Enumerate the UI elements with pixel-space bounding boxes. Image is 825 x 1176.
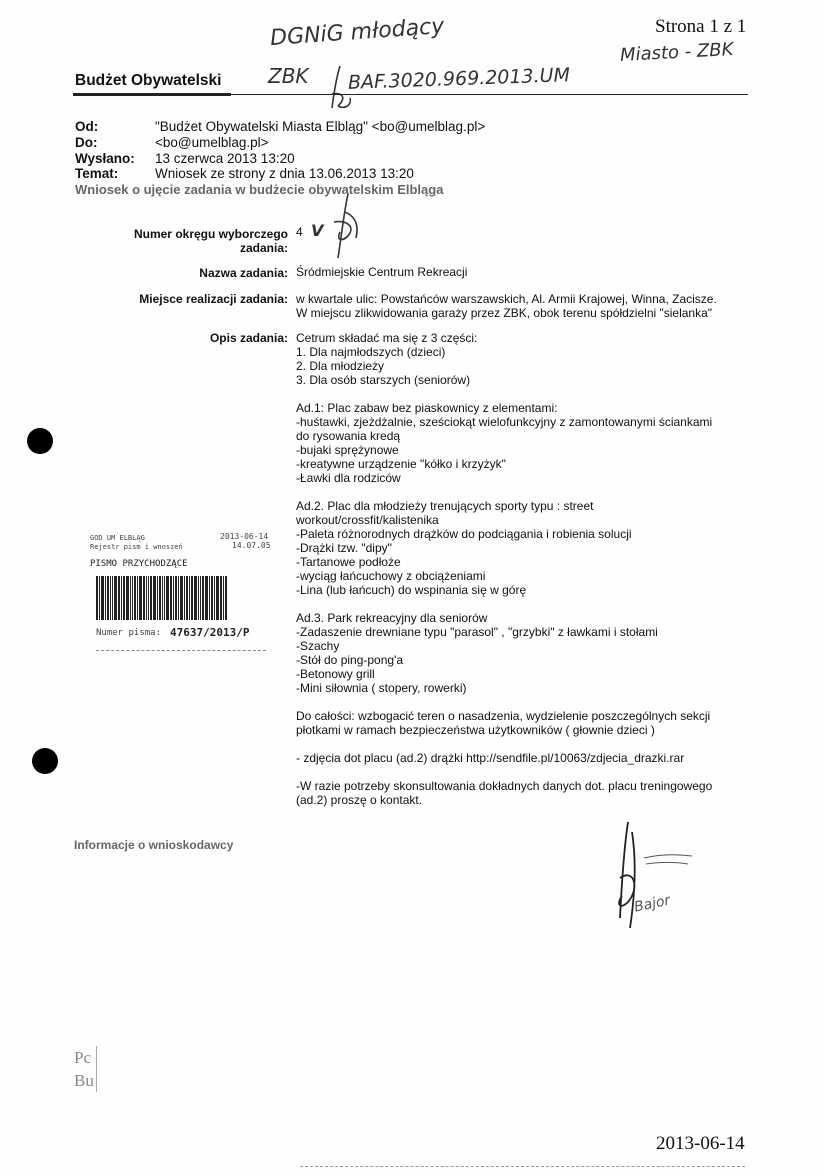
description-line: - zdjęcia dot placu (ad.2) drążki http://sendfile.pl/10063/zdjecia_drazki.rar <box>296 751 685 765</box>
signature <box>600 818 710 938</box>
stamp-number-label: Numer pisma: <box>96 628 162 638</box>
stamp-dashes <box>96 650 266 651</box>
description-line: -Szachy <box>296 639 340 653</box>
description-line: -Paleta różnorodnych drążków do podciągania i robienia solucji <box>296 527 632 541</box>
description-line: -Tartanowe podłoże <box>296 555 401 569</box>
handwritten-ref-number: BAF.3020.969.2013.UM <box>347 64 571 94</box>
footer-bottom-line <box>300 1166 745 1167</box>
location-line: W miejscu zlikwidowania garaży przez ZBK, obok terenu spółdzielni "sielanka" <box>296 306 713 320</box>
from-label: Od: <box>75 119 99 134</box>
handwritten-ref-prefix: ZBK <box>268 64 309 88</box>
description-line: (ad.2) proszę o kontakt. <box>296 793 423 807</box>
applicant-heading: Informacje o wnioskodawcy <box>74 838 234 852</box>
description-label: Opis zadania: <box>209 331 288 345</box>
handwritten-note-top: DGNiG młodący <box>269 13 446 52</box>
description-line: -Mini siłownia ( stopery, rowerki) <box>296 681 467 695</box>
description-line: -W razie potrzeby skonsultowania dokładnych danych dot. placu treningowego <box>296 779 713 793</box>
punch-hole-top <box>27 428 53 454</box>
description-line: workout/crossfit/kalistenika <box>296 513 439 527</box>
description-line: Ad.3. Park rekreacyjny dla seniorów <box>296 611 488 625</box>
description-line: 1. Dla najmłodszych (dzieci) <box>296 345 446 359</box>
form-heading: Wniosek o ujęcie zadania w budżecie obywatelskim Elbląga <box>75 182 444 197</box>
header-divider <box>73 94 748 95</box>
to-value: <bo@umelblag.pl> <box>155 135 269 150</box>
description-line: -Zadaszenie drewniane typu "parasol" , "grzybki" z ławkami i stołami <box>296 625 658 639</box>
description-line: -Lina (lub łańcuch) do wspinania się w górę <box>296 583 527 597</box>
location-line: w kwartale ulic: Powstańców warszawskich, Al. Armii Krajowej, Winna, Zacisze. <box>296 292 717 306</box>
handwritten-note-right: Miasto - ZBK <box>619 39 734 66</box>
task-name-value: Śródmiejskie Centrum Rekreacji <box>296 265 468 279</box>
registry-stamp <box>88 528 278 658</box>
description-line: -Drążki tzw. "dipy" <box>296 541 392 555</box>
description-line: 3. Dla osób starszych (seniorów) <box>296 373 471 387</box>
description-line: Do całości: wzbogacić teren o nasadzenia, wydzielenie poszczególnych sekcji <box>296 709 711 723</box>
description-line: -huśtawki, zjeżdżalnie, sześciokąt wielofunkcyjny z zamontowanymi ściankami <box>296 415 713 429</box>
initials-mark <box>326 64 356 114</box>
district-checkmark: V <box>311 221 324 240</box>
description-line: -wyciąg łańcuchowy z obciążeniami <box>296 569 486 583</box>
stamp-time: 14.07.05 <box>232 541 271 550</box>
stamp-date: 2013-06-14 <box>220 532 269 541</box>
task-name-label: Nazwa zadania: <box>199 266 288 280</box>
district-label-line2: zadania: <box>239 241 288 255</box>
punch-hole-bottom <box>32 748 58 774</box>
subject-label: Temat: <box>75 166 119 181</box>
description-line: do rysowania kredą <box>296 429 401 443</box>
description-line: -kreatywne urządzenie "kółko i krzyżyk" <box>296 457 506 471</box>
location-label: Miejsce realizacji zadania: <box>139 292 288 306</box>
description-line: Ad.2. Plac dla młodzieży trenujących sporty typu : street <box>296 499 594 513</box>
description-line: -Betonowy grill <box>296 667 375 681</box>
description-line: Cetrum składać ma się z 3 części: <box>296 331 478 345</box>
description-line: Ad.1: Plac zabaw bez piaskownicy z elementami: <box>296 401 558 415</box>
description-line: 2. Dla młodzieży <box>296 359 385 373</box>
district-value: 4 <box>296 225 303 239</box>
footer-cut-text-2: Bu <box>74 1071 94 1090</box>
description-line: -Ławki dla rodziców <box>296 471 401 485</box>
signature-scribble-top <box>326 192 366 262</box>
sent-value: 13 czerwca 2013 13:20 <box>155 151 295 166</box>
page-title: Budżet Obywatelski <box>75 72 222 89</box>
from-value: "Budżet Obywatelski Miasta Elbląg" <bo@umelblag.pl> <box>155 119 486 134</box>
stamp-type: PISMO PRZYCHODZĄCE <box>90 559 188 569</box>
page-number: Strona 1 z 1 <box>655 16 747 37</box>
stamp-office: GOD UM ELBLĄG <box>90 534 145 542</box>
to-label: Do: <box>75 135 98 150</box>
subject-value: Wniosek ze strony z dnia 13.06.2013 13:20 <box>155 166 414 181</box>
footer-cut-text-1: Pc <box>74 1048 91 1067</box>
barcode <box>96 576 266 620</box>
district-label-line1: Numer okręgu wyborczego <box>133 227 288 241</box>
description-line: -bujaki sprężynowe <box>296 443 399 457</box>
description-line: -Stół do ping-pong'a <box>296 653 404 667</box>
stamp-number-value: 47637/2013/P <box>170 626 250 639</box>
description-line: płotkami w ramach bezpieczeństwa użytkowników ( głownie dzieci ) <box>296 723 655 737</box>
sent-label: Wysłano: <box>75 151 135 166</box>
stamp-register: Rejestr pism i wnoszeń <box>90 543 183 551</box>
footer-date: 2013-06-14 <box>656 1133 745 1154</box>
footer-edge-line <box>96 1046 97 1092</box>
signature-name: Bajor <box>632 892 672 916</box>
